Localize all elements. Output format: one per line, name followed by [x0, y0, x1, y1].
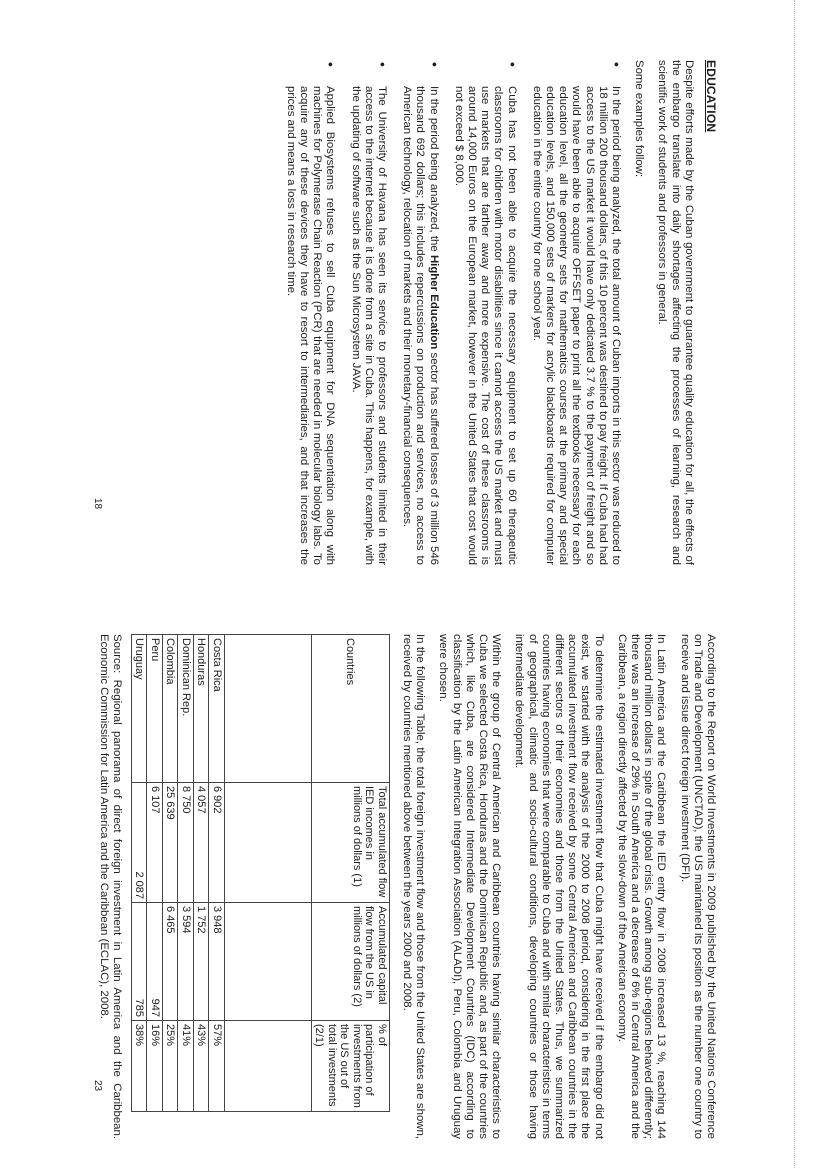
cell-country: Costa Rica: [209, 635, 225, 783]
list-item: • Applied Biosystems refuses to sell Cuba equipment for DNA sequentiation along with machines for Polymerase Chain Reaction (PCR) that are needed in molecular biology labs. To acquire any of these devices they have to resort to intermediaries, and that increases the prices and means a loss in research time.: [284, 60, 337, 565]
cell-total: 8 750: [178, 783, 194, 903]
right-page: [86, 634, 717, 1139]
section-heading: EDUCATION: [704, 60, 718, 133]
cell-us: 3 594: [178, 903, 194, 1021]
list-item: • Cuba has not been able to acquire the necessary equipment to set up 60 therapeutic classrooms for children with motor disabilities since it cannot access the US market and must use markets that are farther away and more expensive. The cost of these classrooms is around 14,000 Euros on the European market, however in the United States that cost would not exceed $ 8,000.: [452, 60, 518, 565]
list-item: • In the period being analyzed, the total amount of Cuban imports in this sector was reduced to 18 million 200 thousand dollars, of this 10 percent was destined to pay freight. If Cuba had had access to the US market it would have only dedicated 3.7 % to the payment of freight and so would have been able to acquire OFFSET paper to print all the textbooks necessary for each education level, all the geometry sets for mathematics courses at the primary and special education levels, and 150,000 sets of markers for acrylic blackboards required for computer education in the entire country for one school year.: [530, 60, 622, 565]
table-row: [193, 635, 209, 1112]
cell-percent: 25%: [162, 1021, 178, 1112]
cell-total: 6 902: [209, 783, 225, 903]
cell-percent: 38%: [131, 1021, 147, 1112]
higher-ed-bold: Higher Education: [427, 254, 440, 350]
header-countries: Countries: [311, 635, 389, 783]
table-row: [178, 635, 194, 1112]
cell-total: 25 639: [162, 783, 178, 903]
paragraph: In Latin America and the Caribbean the IED entry flow in 2008 increased 13 %, reaching 144 thousand million dollars in spite of the global crisis. Growth among sub-regions behaved differently; there was an increase of 29% in South America and a decrease of 6% in Central America and the Caribbean, a region directly affected by the slow-down of the American economy.: [615, 634, 668, 1139]
cell-country: Peru: [147, 635, 163, 783]
examples-label: Some examples follow:: [633, 60, 646, 178]
paragraph: To determine the estimated investment flow that Cuba might have received if the embargo did not exist, we started with the analysis of the 2000 to 2008 period, considering in the first place the accumulated investment flow received by some Central American and Caribbean countries in the different sectors of their economies and those from the United States. Thus, we summarized countries having economies that were comparable to Cuba and with similar characteristics in terms of geographical, climatic and socio-cultural conditions, developing countries or those having intermediate development.: [513, 634, 605, 1139]
cell-country: Dominican Rep.: [178, 635, 194, 783]
paragraph: According to the Report on World Investments in 2009 published by the United Nations Conference on Trade and Development (UNCTAD), the US maintained its position as the number one country to receive and issue direct foreign investment (DFI).: [678, 634, 717, 1139]
table-row: [131, 635, 147, 1112]
table-gap-row: [224, 635, 311, 1112]
examples-list: [284, 60, 622, 565]
higher-ed-text-after: sector has suffered losses of 3 million 546 thousand 692 dollars; this includes repercussions on production and services, no access to American technology, relocation of markets and their monetary-financial consequences.: [401, 86, 440, 566]
table-header-row: [311, 635, 389, 1112]
table-row: [209, 635, 225, 1112]
higher-ed-text-before: In the period being analyzed, the: [427, 86, 440, 255]
list-item: [400, 60, 440, 565]
paragraph: Within the group of Central American and Caribbean countries having similar characteristics to Cuba we selected Costa Rica, Honduras and the Dominican Republic and, as part of the countries which, like Cuba, are considered Intermediate Development Countries (IDC) according to classification by the Latin American Integration Association (ALADI), Peru, Colombia and Uruguay were chosen.: [437, 634, 503, 1139]
cell-total: 6 107: [147, 783, 163, 903]
intro-paragraph: Despite efforts made by the Cuban government to guarantee quality education for all, the effects of the embargo translate into daily shortages affecting the processes of learning, research and scientific work of students and professors in general.: [656, 60, 695, 565]
cell-percent: 41%: [178, 1021, 194, 1112]
source-note: Source: Regional panorama of direct foreign investment in Latin America and the Caribbean. Economic Commission for Latin America and the Caribbean (ECLAC), 2008.: [97, 634, 123, 1139]
cell-percent: 43%: [193, 1021, 209, 1112]
cell-percent: 16%: [147, 1021, 163, 1112]
cell-us: 1 752: [193, 903, 209, 1021]
page-number-left: 18: [92, 498, 103, 510]
paragraph: In the following Table, the total foreign investment flow and those from the United States are shown, received by countries mentioned above between the years 2000 and 2008.: [400, 634, 427, 1139]
left-page: [272, 60, 717, 565]
scan-edge-line: [794, 0, 796, 1168]
cell-us: 6 465: [162, 903, 178, 1021]
cell-total: 4 057: [193, 783, 209, 903]
list-item: • The University of Havana has seen its service to professors and students limited in their access to the internet because it is done from a site in Cuba. This happens, for example, with the updating of software such as the Sun Microsystem JAVA.: [348, 60, 388, 565]
cell-country: Honduras: [193, 635, 209, 783]
investment-table: [131, 634, 390, 1112]
table-row: [147, 635, 163, 1112]
page-number-right: 23: [92, 1080, 103, 1092]
header-us-flow: Accumulated capital flow from the US in millions of dollars (2): [311, 903, 389, 1021]
cell-country: Uruguay: [131, 635, 147, 783]
cell-us: 3 948: [209, 903, 225, 1021]
table-row: [162, 635, 178, 1112]
header-participation: % of participation of investments from the US out of total investments (2/1): [311, 1021, 389, 1112]
header-total-flow: Total accumulated flow IED incomes in millions of dollars (1): [311, 783, 389, 903]
cell-country: Colombia: [162, 635, 178, 783]
cell-percent: 57%: [209, 1021, 225, 1112]
cell-us: 947: [147, 903, 163, 1021]
cell-total: 2 087: [131, 783, 147, 903]
cell-us: 785: [131, 903, 147, 1021]
